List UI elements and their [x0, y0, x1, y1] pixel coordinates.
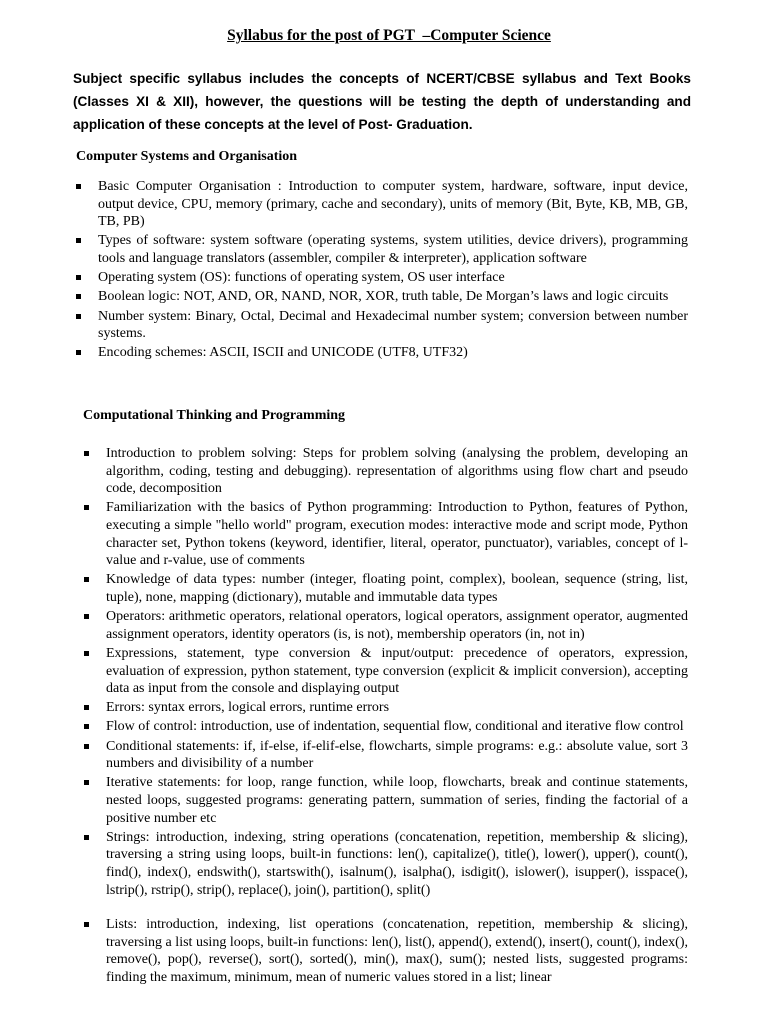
list-item: Operators: arithmetic operators, relational operators, logical operators, assignment operator, augmented assignment operators, identity operators (is, is not), membership operators (in, not in)	[106, 609, 688, 642]
list-item: Familiarization with the basics of Python programming: Introduction to Python, features of Python, executing a simple "hello world" program, execution modes: interactive mode and script mode, Python character set, Python tokens (keyword, identifier, literal, operator, punctuator), variables, concept of l-value and r-value, use of comments	[106, 500, 688, 569]
list-item: Flow of control: introduction, use of indentation, sequential flow, conditional and iterative flow control	[106, 718, 688, 736]
intro-paragraph: Subject specific syllabus includes the concepts of NCERT/CBSE syllabus and Text Books (Classes XI & XII), however, the questions will be testing the depth of understanding and application of these concepts at the level of Post- Graduation.	[73, 71, 691, 132]
list-item: Errors: syntax errors, logical errors, runtime errors	[106, 699, 688, 717]
computer-systems-list	[98, 178, 688, 364]
list-item: Lists: introduction, indexing, list operations (concatenation, repetition, membership & slicing), traversing a list using loops, built-in functions: len(), list(), append(), extend(), insert(), count(), index(), remove(), pop(), reverse(), sort(), sorted(), min(), max(), sum(); nested lists, suggested programs: finding the maximum, minimum, mean of numeric values stored in a list; linear	[106, 917, 688, 985]
list-item: Encoding schemes: ASCII, ISCII and UNICODE (UTF8, UTF32)	[98, 344, 688, 362]
list-item: Boolean logic: NOT, AND, OR, NAND, NOR, XOR, truth table, De Morgan’s laws and logic circuits	[98, 288, 688, 306]
list-item: Types of software: system software (operating systems, system utilities, device drivers), programming tools and language translators (assembler, compiler & interpreter), application software	[98, 233, 688, 266]
list-item: Knowledge of data types: number (integer, floating point, complex), boolean, sequence (string, list, tuple), none, mapping (dictionary), mutable and immutable data types	[106, 572, 688, 605]
list-item: Conditional statements: if, if-else, if-elif-else, flowcharts, simple programs: e.g.: absolute value, sort 3 numbers and divisibility of a number	[106, 738, 688, 772]
page-title: Syllabus for the post of PGT –Computer Science	[227, 27, 551, 44]
section-heading-computer-systems: Computer Systems and Organisation	[76, 149, 298, 164]
list-item: Strings: introduction, indexing, string operations (concatenation, repetition, membership & slicing), traversing a string using loops, built-in functions: len(), capitalize(), title(), lower(), upper(), count(), find(), index(), endswith(), startswith(), isalnum(), isalpha(), isdigit(), islower(), isupper(), isspace(), lstrip(), rstrip(), strip(), replace(), join(), partition(), split()	[106, 829, 688, 898]
list-item: Operating system (OS): functions of operating system, OS user interface	[98, 269, 688, 287]
list-item: Expressions, statement, type conversion & input/output: precedence of operators, expression, evaluation of expression, python statement, type conversion (explicit & implicit conversion), accepting data as input from the console and displaying output	[106, 645, 688, 697]
list-item: Iterative statements: for loop, range function, while loop, flowcharts, break and continue statements, nested loops, suggested programs: generating pattern, summation of series, finding the factorial of a positive number etc	[106, 775, 688, 826]
list-item: Number system: Binary, Octal, Decimal and Hexadecimal number system; conversion between number systems.	[98, 308, 688, 342]
computational-thinking-list	[106, 445, 688, 988]
section-heading-computational-thinking: Computational Thinking and Programming	[83, 408, 346, 423]
list-item: Basic Computer Organisation : Introduction to computer system, hardware, software, input device, output device, CPU, memory (primary, cache and secondary), units of memory (Bit, Byte, KB, MB, GB, TB, PB)	[98, 179, 688, 230]
list-item: Introduction to problem solving: Steps for problem solving (analysing the problem, developing an algorithm, coding, testing and debugging). representation of algorithms using flow chart and pseudo code, decomposition	[106, 446, 688, 497]
